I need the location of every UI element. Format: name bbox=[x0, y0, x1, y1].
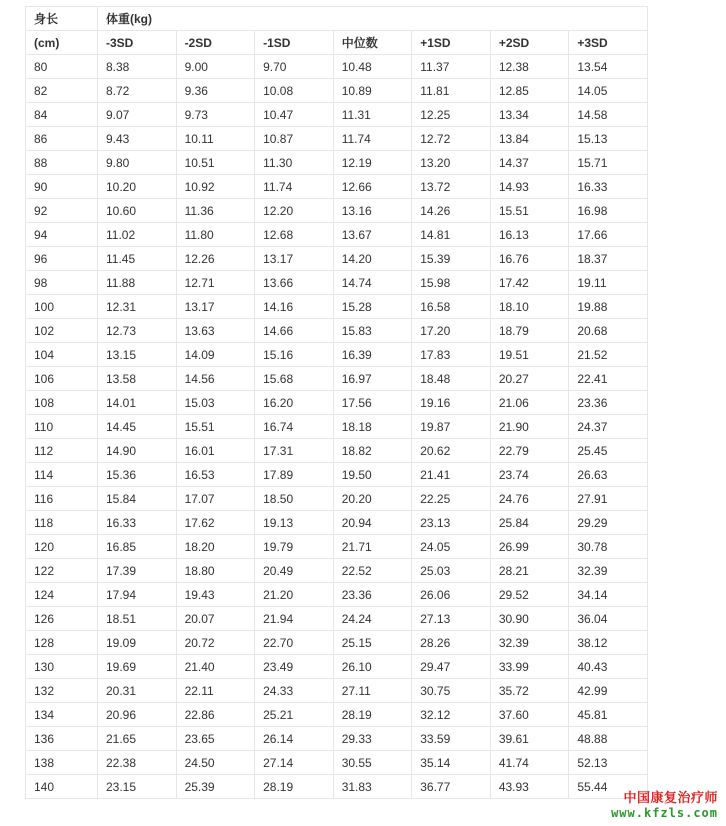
weight-cell: 18.82 bbox=[333, 439, 412, 463]
weight-cell: 17.94 bbox=[98, 583, 177, 607]
weight-cell: 14.37 bbox=[490, 151, 569, 175]
weight-cell: 21.40 bbox=[176, 655, 255, 679]
weight-cell: 20.62 bbox=[412, 439, 491, 463]
height-cell: 128 bbox=[26, 631, 98, 655]
weight-cell: 29.47 bbox=[412, 655, 491, 679]
weight-cell: 20.94 bbox=[333, 511, 412, 535]
weight-cell: 9.73 bbox=[176, 103, 255, 127]
weight-cell: 22.38 bbox=[98, 751, 177, 775]
weight-cell: 45.81 bbox=[569, 703, 648, 727]
weight-cell: 24.24 bbox=[333, 607, 412, 631]
weight-cell: 27.11 bbox=[333, 679, 412, 703]
weight-cell: 12.25 bbox=[412, 103, 491, 127]
weight-cell: 28.21 bbox=[490, 559, 569, 583]
weight-cell: 18.80 bbox=[176, 559, 255, 583]
weight-cell: 12.26 bbox=[176, 247, 255, 271]
weight-cell: 18.10 bbox=[490, 295, 569, 319]
weight-cell: 10.48 bbox=[333, 55, 412, 79]
weight-cell: 16.39 bbox=[333, 343, 412, 367]
table-row bbox=[26, 583, 648, 607]
weight-cell: 36.77 bbox=[412, 775, 491, 799]
weight-cell: 16.33 bbox=[98, 511, 177, 535]
weight-cell: 14.93 bbox=[490, 175, 569, 199]
height-cell: 124 bbox=[26, 583, 98, 607]
weight-cell: 24.37 bbox=[569, 415, 648, 439]
weight-cell: 15.36 bbox=[98, 463, 177, 487]
column-header: +3SD bbox=[569, 31, 648, 55]
weight-cell: 17.42 bbox=[490, 271, 569, 295]
table-row bbox=[26, 367, 648, 391]
table-row bbox=[26, 223, 648, 247]
height-cell: 118 bbox=[26, 511, 98, 535]
weight-cell: 35.72 bbox=[490, 679, 569, 703]
weight-cell: 9.00 bbox=[176, 55, 255, 79]
weight-cell: 28.26 bbox=[412, 631, 491, 655]
weight-cell: 17.56 bbox=[333, 391, 412, 415]
weight-cell: 11.31 bbox=[333, 103, 412, 127]
weight-cell: 21.20 bbox=[255, 583, 334, 607]
weight-cell: 21.94 bbox=[255, 607, 334, 631]
weight-cell: 12.20 bbox=[255, 199, 334, 223]
weight-cell: 19.88 bbox=[569, 295, 648, 319]
weight-cell: 13.15 bbox=[98, 343, 177, 367]
weight-cell: 10.51 bbox=[176, 151, 255, 175]
weight-cell: 20.96 bbox=[98, 703, 177, 727]
weight-cell: 11.80 bbox=[176, 223, 255, 247]
weight-cell: 23.36 bbox=[333, 583, 412, 607]
weight-cell: 27.14 bbox=[255, 751, 334, 775]
height-cell: 114 bbox=[26, 463, 98, 487]
weight-cell: 10.11 bbox=[176, 127, 255, 151]
weight-cell: 19.79 bbox=[255, 535, 334, 559]
weight-cell: 17.20 bbox=[412, 319, 491, 343]
weight-cell: 11.45 bbox=[98, 247, 177, 271]
weight-cell: 15.83 bbox=[333, 319, 412, 343]
weight-cell: 22.25 bbox=[412, 487, 491, 511]
weight-cell: 21.52 bbox=[569, 343, 648, 367]
weight-cell: 14.20 bbox=[333, 247, 412, 271]
weight-cell: 12.68 bbox=[255, 223, 334, 247]
weight-cell: 17.89 bbox=[255, 463, 334, 487]
weight-cell: 21.90 bbox=[490, 415, 569, 439]
table-row bbox=[26, 751, 648, 775]
weight-cell: 18.50 bbox=[255, 487, 334, 511]
weight-cell: 20.20 bbox=[333, 487, 412, 511]
weight-cell: 34.14 bbox=[569, 583, 648, 607]
height-cell: 104 bbox=[26, 343, 98, 367]
table-row bbox=[26, 631, 648, 655]
table-row bbox=[26, 439, 648, 463]
weight-cell: 19.11 bbox=[569, 271, 648, 295]
weight-cell: 13.16 bbox=[333, 199, 412, 223]
height-cell: 106 bbox=[26, 367, 98, 391]
height-cell: 132 bbox=[26, 679, 98, 703]
weight-cell: 14.58 bbox=[569, 103, 648, 127]
weight-cell: 10.20 bbox=[98, 175, 177, 199]
weight-cell: 17.39 bbox=[98, 559, 177, 583]
weight-cell: 18.48 bbox=[412, 367, 491, 391]
table-row bbox=[26, 175, 648, 199]
weight-cell: 11.30 bbox=[255, 151, 334, 175]
weight-cell: 13.17 bbox=[176, 295, 255, 319]
weight-cell: 10.47 bbox=[255, 103, 334, 127]
table-row bbox=[26, 727, 648, 751]
weight-cell: 18.79 bbox=[490, 319, 569, 343]
weight-cell: 19.09 bbox=[98, 631, 177, 655]
weight-cell: 32.12 bbox=[412, 703, 491, 727]
weight-cell: 26.06 bbox=[412, 583, 491, 607]
weight-cell: 15.84 bbox=[98, 487, 177, 511]
weight-cell: 14.74 bbox=[333, 271, 412, 295]
weight-cell: 30.55 bbox=[333, 751, 412, 775]
growth-standard-table bbox=[25, 6, 648, 799]
table-row bbox=[26, 511, 648, 535]
weight-cell: 22.41 bbox=[569, 367, 648, 391]
weight-cell: 14.81 bbox=[412, 223, 491, 247]
site-watermark bbox=[611, 791, 718, 821]
weight-cell: 8.72 bbox=[98, 79, 177, 103]
weight-cell: 55.44 bbox=[569, 775, 648, 799]
weight-cell: 15.51 bbox=[176, 415, 255, 439]
height-cell: 94 bbox=[26, 223, 98, 247]
weight-cell: 12.31 bbox=[98, 295, 177, 319]
weight-cell: 17.31 bbox=[255, 439, 334, 463]
height-cell: 98 bbox=[26, 271, 98, 295]
table-row bbox=[26, 199, 648, 223]
weight-cell: 11.36 bbox=[176, 199, 255, 223]
table-row bbox=[26, 247, 648, 271]
weight-cell: 15.16 bbox=[255, 343, 334, 367]
weight-cell: 14.09 bbox=[176, 343, 255, 367]
weight-cell: 39.61 bbox=[490, 727, 569, 751]
column-header: -2SD bbox=[176, 31, 255, 55]
weight-cell: 11.37 bbox=[412, 55, 491, 79]
weight-cell: 48.88 bbox=[569, 727, 648, 751]
weight-cell: 16.20 bbox=[255, 391, 334, 415]
height-cell: 82 bbox=[26, 79, 98, 103]
table-row bbox=[26, 151, 648, 175]
weight-cell: 9.07 bbox=[98, 103, 177, 127]
weight-cell: 12.19 bbox=[333, 151, 412, 175]
weight-cell: 15.39 bbox=[412, 247, 491, 271]
height-cell: 86 bbox=[26, 127, 98, 151]
weight-cell: 20.68 bbox=[569, 319, 648, 343]
weight-cell: 11.81 bbox=[412, 79, 491, 103]
weight-cell: 32.39 bbox=[569, 559, 648, 583]
weight-cell: 22.11 bbox=[176, 679, 255, 703]
table-row bbox=[26, 55, 648, 79]
table-row bbox=[26, 775, 648, 799]
table-row bbox=[26, 295, 648, 319]
weight-cell: 16.58 bbox=[412, 295, 491, 319]
weight-cell: 11.74 bbox=[255, 175, 334, 199]
weight-cell: 32.39 bbox=[490, 631, 569, 655]
weight-cell: 13.54 bbox=[569, 55, 648, 79]
weight-cell: 10.08 bbox=[255, 79, 334, 103]
weight-cell: 19.51 bbox=[490, 343, 569, 367]
weight-cell: 21.06 bbox=[490, 391, 569, 415]
weight-cell: 19.16 bbox=[412, 391, 491, 415]
weight-cell: 21.71 bbox=[333, 535, 412, 559]
table-row bbox=[26, 607, 648, 631]
weight-cell: 15.03 bbox=[176, 391, 255, 415]
weight-cell: 23.49 bbox=[255, 655, 334, 679]
height-cell: 116 bbox=[26, 487, 98, 511]
weight-cell: 43.93 bbox=[490, 775, 569, 799]
weight-cell: 36.04 bbox=[569, 607, 648, 631]
weight-cell: 25.21 bbox=[255, 703, 334, 727]
weight-cell: 23.74 bbox=[490, 463, 569, 487]
weight-cell: 40.43 bbox=[569, 655, 648, 679]
weight-cell: 19.69 bbox=[98, 655, 177, 679]
weight-cell: 14.66 bbox=[255, 319, 334, 343]
height-cell: 100 bbox=[26, 295, 98, 319]
height-cell: 122 bbox=[26, 559, 98, 583]
column-header: 中位数 bbox=[333, 31, 412, 55]
weight-cell: 24.33 bbox=[255, 679, 334, 703]
weight-cell: 25.45 bbox=[569, 439, 648, 463]
table-row bbox=[26, 391, 648, 415]
weight-cell: 28.19 bbox=[333, 703, 412, 727]
weight-cell: 19.13 bbox=[255, 511, 334, 535]
weight-cell: 10.92 bbox=[176, 175, 255, 199]
watermark-title: 中国康复治疗师 bbox=[623, 791, 718, 806]
height-cell: 136 bbox=[26, 727, 98, 751]
weight-cell: 9.43 bbox=[98, 127, 177, 151]
weight-cell: 17.66 bbox=[569, 223, 648, 247]
weight-cell: 11.02 bbox=[98, 223, 177, 247]
weight-cell: 12.72 bbox=[412, 127, 491, 151]
weight-cell: 13.58 bbox=[98, 367, 177, 391]
table-row bbox=[26, 655, 648, 679]
weight-cell: 30.75 bbox=[412, 679, 491, 703]
weight-cell: 16.74 bbox=[255, 415, 334, 439]
height-cell: 90 bbox=[26, 175, 98, 199]
weight-cell: 12.38 bbox=[490, 55, 569, 79]
height-cell: 80 bbox=[26, 55, 98, 79]
table-row bbox=[26, 343, 648, 367]
table-row bbox=[26, 703, 648, 727]
column-header: -1SD bbox=[255, 31, 334, 55]
weight-cell: 16.13 bbox=[490, 223, 569, 247]
watermark-url: www.kfzls.com bbox=[611, 806, 718, 820]
height-cell: 138 bbox=[26, 751, 98, 775]
weight-cell: 14.56 bbox=[176, 367, 255, 391]
height-cell: 96 bbox=[26, 247, 98, 271]
table-row bbox=[26, 79, 648, 103]
weight-cell: 17.62 bbox=[176, 511, 255, 535]
weight-cell: 15.13 bbox=[569, 127, 648, 151]
weight-cell: 24.05 bbox=[412, 535, 491, 559]
weight-cell: 11.74 bbox=[333, 127, 412, 151]
table-row bbox=[26, 463, 648, 487]
weight-cell: 33.59 bbox=[412, 727, 491, 751]
weight-cell: 30.78 bbox=[569, 535, 648, 559]
weight-cell: 16.53 bbox=[176, 463, 255, 487]
weight-cell: 26.99 bbox=[490, 535, 569, 559]
weight-cell: 9.70 bbox=[255, 55, 334, 79]
height-cell: 140 bbox=[26, 775, 98, 799]
weight-cell: 13.84 bbox=[490, 127, 569, 151]
weight-cell: 13.17 bbox=[255, 247, 334, 271]
weight-cell: 8.38 bbox=[98, 55, 177, 79]
weight-cell: 18.37 bbox=[569, 247, 648, 271]
weight-cell: 11.88 bbox=[98, 271, 177, 295]
table-row bbox=[26, 559, 648, 583]
weight-cell: 18.18 bbox=[333, 415, 412, 439]
weight-cell: 25.03 bbox=[412, 559, 491, 583]
header-row-top bbox=[26, 7, 648, 31]
height-cell: 102 bbox=[26, 319, 98, 343]
weight-cell: 29.52 bbox=[490, 583, 569, 607]
weight-cell: 21.65 bbox=[98, 727, 177, 751]
weight-cell: 17.83 bbox=[412, 343, 491, 367]
weight-cell: 13.66 bbox=[255, 271, 334, 295]
weight-cell: 22.52 bbox=[333, 559, 412, 583]
weight-cell: 27.91 bbox=[569, 487, 648, 511]
weight-cell: 18.51 bbox=[98, 607, 177, 631]
weight-cell: 15.71 bbox=[569, 151, 648, 175]
table-row bbox=[26, 679, 648, 703]
weight-cell: 14.05 bbox=[569, 79, 648, 103]
weight-cell: 38.12 bbox=[569, 631, 648, 655]
weight-cell: 9.80 bbox=[98, 151, 177, 175]
weight-cell: 23.36 bbox=[569, 391, 648, 415]
weight-cell: 19.50 bbox=[333, 463, 412, 487]
table-row bbox=[26, 535, 648, 559]
weight-cell: 42.99 bbox=[569, 679, 648, 703]
weight-cell: 16.85 bbox=[98, 535, 177, 559]
height-label: 身长 bbox=[26, 7, 98, 31]
weight-cell: 25.15 bbox=[333, 631, 412, 655]
table-body bbox=[26, 55, 648, 799]
weight-cell: 19.43 bbox=[176, 583, 255, 607]
weight-cell: 12.71 bbox=[176, 271, 255, 295]
table-row bbox=[26, 415, 648, 439]
table-row bbox=[26, 487, 648, 511]
height-cell: 88 bbox=[26, 151, 98, 175]
weight-cell: 13.67 bbox=[333, 223, 412, 247]
weight-cell: 25.84 bbox=[490, 511, 569, 535]
weight-cell: 14.01 bbox=[98, 391, 177, 415]
height-cell: 112 bbox=[26, 439, 98, 463]
height-unit: (cm) bbox=[26, 31, 98, 55]
weight-cell: 23.15 bbox=[98, 775, 177, 799]
table-row bbox=[26, 103, 648, 127]
weight-cell: 13.34 bbox=[490, 103, 569, 127]
weight-cell: 14.16 bbox=[255, 295, 334, 319]
weight-cell: 22.70 bbox=[255, 631, 334, 655]
weight-cell: 12.66 bbox=[333, 175, 412, 199]
header-row-columns bbox=[26, 31, 648, 55]
weight-cell: 16.33 bbox=[569, 175, 648, 199]
weight-cell: 35.14 bbox=[412, 751, 491, 775]
weight-cell: 27.13 bbox=[412, 607, 491, 631]
weight-cell: 16.76 bbox=[490, 247, 569, 271]
weight-cell: 24.76 bbox=[490, 487, 569, 511]
height-cell: 120 bbox=[26, 535, 98, 559]
weight-cell: 41.74 bbox=[490, 751, 569, 775]
weight-cell: 22.86 bbox=[176, 703, 255, 727]
column-header: +1SD bbox=[412, 31, 491, 55]
table-row bbox=[26, 127, 648, 151]
table-row bbox=[26, 319, 648, 343]
height-cell: 84 bbox=[26, 103, 98, 127]
weight-cell: 18.20 bbox=[176, 535, 255, 559]
weight-cell: 14.90 bbox=[98, 439, 177, 463]
weight-cell: 26.63 bbox=[569, 463, 648, 487]
weight-cell: 23.65 bbox=[176, 727, 255, 751]
weight-label: 体重(kg) bbox=[98, 7, 648, 31]
weight-cell: 13.72 bbox=[412, 175, 491, 199]
column-header: -3SD bbox=[98, 31, 177, 55]
weight-cell: 29.29 bbox=[569, 511, 648, 535]
height-cell: 92 bbox=[26, 199, 98, 223]
weight-cell: 16.01 bbox=[176, 439, 255, 463]
weight-cell: 52.13 bbox=[569, 751, 648, 775]
weight-cell: 20.49 bbox=[255, 559, 334, 583]
weight-cell: 10.89 bbox=[333, 79, 412, 103]
weight-cell: 21.41 bbox=[412, 463, 491, 487]
height-cell: 130 bbox=[26, 655, 98, 679]
weight-cell: 12.85 bbox=[490, 79, 569, 103]
weight-cell: 22.79 bbox=[490, 439, 569, 463]
weight-cell: 28.19 bbox=[255, 775, 334, 799]
weight-cell: 20.27 bbox=[490, 367, 569, 391]
weight-cell: 37.60 bbox=[490, 703, 569, 727]
weight-cell: 14.26 bbox=[412, 199, 491, 223]
weight-cell: 15.28 bbox=[333, 295, 412, 319]
weight-cell: 24.50 bbox=[176, 751, 255, 775]
weight-cell: 23.13 bbox=[412, 511, 491, 535]
weight-cell: 9.36 bbox=[176, 79, 255, 103]
weight-cell: 10.60 bbox=[98, 199, 177, 223]
weight-cell: 20.72 bbox=[176, 631, 255, 655]
weight-cell: 15.51 bbox=[490, 199, 569, 223]
table-row bbox=[26, 271, 648, 295]
weight-cell: 13.20 bbox=[412, 151, 491, 175]
weight-cell: 33.99 bbox=[490, 655, 569, 679]
weight-cell: 14.45 bbox=[98, 415, 177, 439]
weight-cell: 15.68 bbox=[255, 367, 334, 391]
weight-cell: 26.10 bbox=[333, 655, 412, 679]
weight-cell: 17.07 bbox=[176, 487, 255, 511]
weight-cell: 29.33 bbox=[333, 727, 412, 751]
weight-cell: 16.97 bbox=[333, 367, 412, 391]
weight-cell: 10.87 bbox=[255, 127, 334, 151]
weight-cell: 19.87 bbox=[412, 415, 491, 439]
height-cell: 134 bbox=[26, 703, 98, 727]
weight-cell: 13.63 bbox=[176, 319, 255, 343]
height-cell: 108 bbox=[26, 391, 98, 415]
weight-cell: 15.98 bbox=[412, 271, 491, 295]
height-cell: 126 bbox=[26, 607, 98, 631]
height-cell: 110 bbox=[26, 415, 98, 439]
weight-cell: 20.07 bbox=[176, 607, 255, 631]
weight-cell: 20.31 bbox=[98, 679, 177, 703]
weight-cell: 30.90 bbox=[490, 607, 569, 631]
column-header: +2SD bbox=[490, 31, 569, 55]
weight-cell: 26.14 bbox=[255, 727, 334, 751]
weight-cell: 31.83 bbox=[333, 775, 412, 799]
weight-cell: 12.73 bbox=[98, 319, 177, 343]
weight-cell: 25.39 bbox=[176, 775, 255, 799]
weight-cell: 16.98 bbox=[569, 199, 648, 223]
